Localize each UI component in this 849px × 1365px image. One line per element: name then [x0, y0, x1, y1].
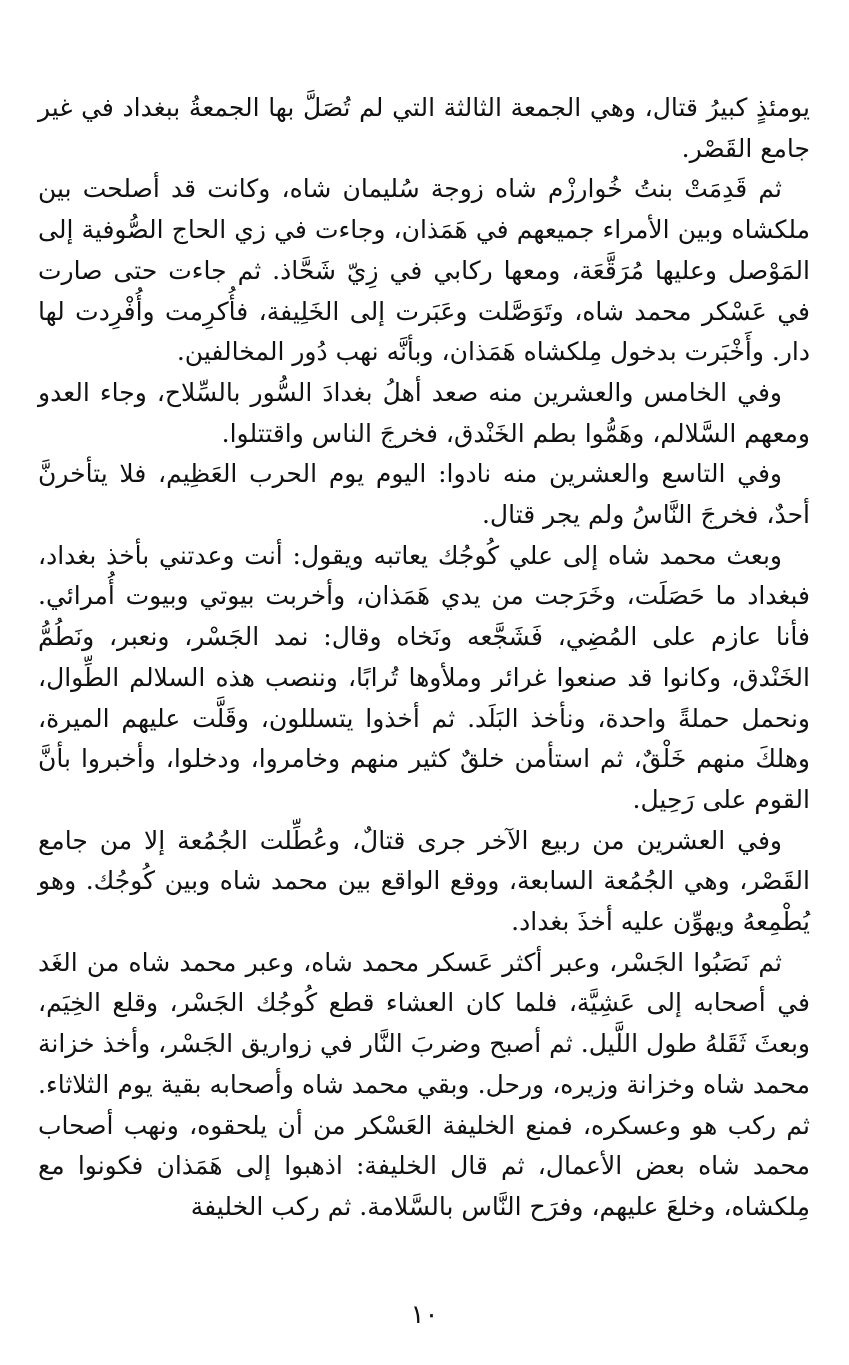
book-page-body — [38, 88, 810, 1268]
paragraph-5: وبعث محمد شاه إلى علي كُوجُك يعاتبه ويقول: أنت وعدتني بأخذ بغداد، فبغداد ما حَصَلَت، وخَرَجت من يدي هَمَذان، وأخربت بيوتي وبيوت أُمرائي. فأنا عازم على المُضِي، فَشَجَّعه ونَخاه وقال: نمد الجَسْر، ونعبر، ونَطُمُّ الخَنْدق، وكانوا قد صنعوا غرائر وملأوها تُرابًا، وننصب هذه السلالم الطِّوال، ونحمل حملةً واحدة، ونأخذ البَلَد. ثم أخذوا يتسللون، وقَلَّت عليهم الميرة، وهلكَ منهم خَلْقٌ، ثم استأمن خلقٌ كثير منهم وخامروا، ودخلوا، وأخبروا بأنَّ القوم على رَحِيل. — [38, 540, 810, 814]
paragraph-7: ثم نَصَبُوا الجَسْر، وعبر أكثر عَسكر محمد شاه، وعبر محمد شاه من الغَد في أصحابه إلى عَشِيَّة، فلما كان العشاء قطع كُوجُك الجَسْر، وقلع الخِيَم، وبعثَ ثَقَلهُ طول اللَّيل. ثم أصبح وضربَ النَّار في زواريق الجَسْر، وأخذ خزانة محمد شاه وخزانة وزيره، ورحل. وبقي محمد شاه وأصحابه بقية يوم الثلاثاء. ثم ركب هو وعسكره، فمنع الخليفة العَسْكر من أن يلحقوه، ونهب أصحاب محمد شاه بعض الأعمال، ثم قال الخليفة: اذهبوا إلى هَمَذان فكونوا مع مِلكشاه، وخلعَ عليهم، وفرَح النَّاس بالسَّلامة. ثم ركب الخليفة — [38, 947, 810, 1221]
paragraph-4: وفي التاسع والعشرين منه نادوا: اليوم يوم الحرب العَظِيم، فلا يتأخرنَّ أحدٌ، فخرجَ النَّاسُ ولم يجر قتال. — [38, 459, 810, 530]
paragraph-2: ثم قَدِمَتْ بنتُ خُوارزْم شاه زوجة سُليمان شاه، وكانت قد أصلحت بين ملكشاه وبين الأمراء جميعهم في هَمَذان، وجاءت في زي الحاج الصُّوفية إلى المَوْصل وعليها مُرَقَّعَة، ومعها ركابي في زِيّ شَحَّاذ. ثم جاءت حتى صارت في عَسْكر محمد شاه، وتَوَصَّلت وعَبَرت إلى الخَلِيفة، فأُكرِمت وأُفْرِدت لها دار. وأَخْبَرت بدخول مِلكشاه هَمَذان، وبأنَّه نهب دُور المخالفين. — [38, 174, 810, 367]
paragraph-6: وفي العشرين من ربيع الآخر جرى قتالٌ، وعُطِّلت الجُمُعة إلا من جامع القَصْر، وهي الجُمُعة السابعة، ووقع الواقع بين محمد شاه وبين كُوجُك. وهو يُطْمِعهُ ويهوِّن عليه أخذَ بغداد. — [38, 825, 810, 937]
page-number: ١٠ — [410, 1300, 439, 1330]
paragraph-3: وفي الخامس والعشرين منه صعد أهلُ بغدادَ السُّور بالسِّلاح، وجاء العدو ومعهم السَّلالم، وهَمُّوا بطم الخَنْدق، فخرجَ الناس واقتتلوا. — [38, 377, 810, 448]
paragraph-1: يومئذٍ كبيرُ قتال، وهي الجمعة الثالثة التي لم تُصَلَّ بها الجمعةُ ببغداد في غير جامع القَصْر. — [38, 93, 810, 163]
